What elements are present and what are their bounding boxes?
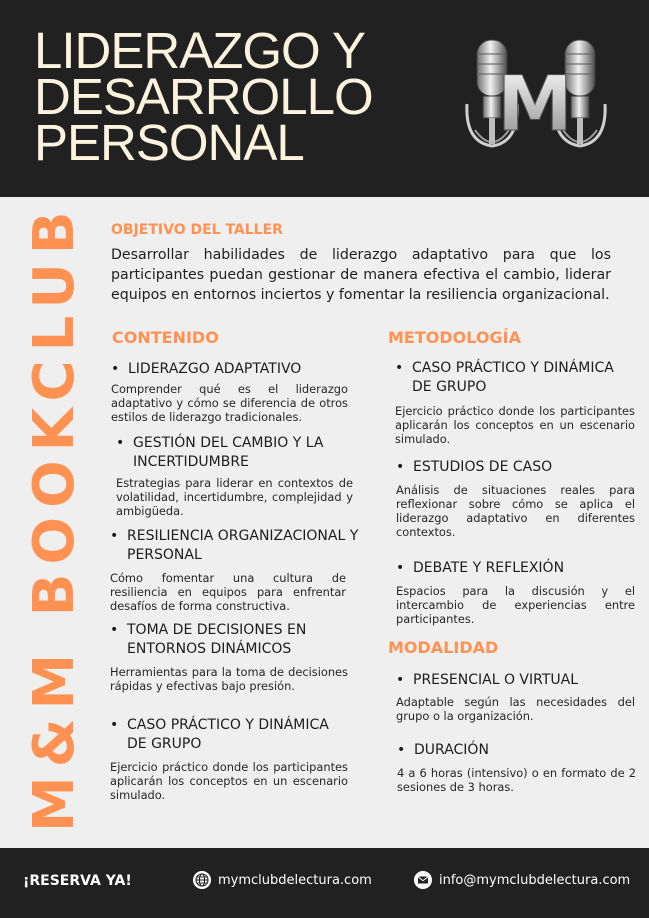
modality-item-desc: Adaptable según las necesidades del grupo o la organización.	[396, 695, 635, 723]
content-item-desc: Estrategias para liderar en contextos de volatilidad, incertidumbre, complejidad y ambigüeda.	[116, 476, 353, 518]
methodology-item-title: • DEBATE Y REFLEXIÓN	[396, 559, 635, 578]
microphones-logo	[455, 34, 615, 164]
modality-item	[396, 671, 635, 723]
content-item-desc: Herramientas para la toma de decisiones rápidas y efectivas bajo presión.	[110, 665, 348, 693]
content-item-desc: Comprender qué es el liderazgo adaptativo y cómo se diferencia de otros estilos de liderazgo tradicionales.	[111, 382, 348, 424]
content-item-desc: Ejercicio práctico donde los participantes aplicarán los conceptos en un escenario simulado.	[110, 760, 348, 802]
header-banner	[0, 0, 649, 197]
website-link[interactable]: mymclubdelectura.com	[218, 873, 372, 888]
reserve-cta[interactable]: ¡RESERVA YA!	[23, 873, 132, 889]
title-line-1: LIDERAZGO Y	[34, 22, 365, 79]
email-link[interactable]: info@mymclubdelectura.com	[439, 873, 631, 888]
content-item	[110, 621, 348, 693]
methodology-heading: METODOLOGÍA	[388, 328, 521, 347]
content-item	[116, 434, 353, 518]
modality-item	[397, 741, 636, 794]
title-line-3: PERSONAL	[34, 114, 304, 171]
title-line-2: DESARROLLO	[34, 68, 373, 125]
footer-bar	[0, 848, 649, 918]
logo-letter: M	[497, 59, 573, 148]
page-title	[34, 22, 373, 171]
methodology-item-desc: Ejercicio práctico donde los participantes aplicarán los conceptos en un escenario simulado.	[395, 404, 635, 446]
globe-icon	[193, 871, 211, 889]
content-item	[110, 527, 363, 613]
methodology-item	[396, 458, 635, 539]
content-item-title: • GESTIÓN DEL CAMBIO Y LA INCERTIDUMBRE	[116, 434, 353, 472]
methodology-item-desc: Espacios para la discusión y el intercambio de experiencias entre participantes.	[396, 584, 635, 626]
content-item	[110, 716, 348, 802]
content-item-title: • TOMA DE DECISIONES EN ENTORNOS DINÁMICOS	[110, 621, 348, 659]
mail-icon	[414, 871, 432, 889]
objective-heading: OBJETIVO DEL TALLER	[111, 222, 283, 238]
content-item-desc: Cómo fomentar una cultura de resiliencia en equipos para enfrentar desafíos de forma constructiva.	[110, 571, 346, 613]
content-heading: CONTENIDO	[112, 328, 219, 347]
modality-item-desc: 4 a 6 horas (intensivo) o en formato de 2 sesiones de 3 horas.	[397, 766, 636, 794]
methodology-item	[395, 359, 635, 446]
methodology-item-title: • ESTUDIOS DE CASO	[396, 458, 635, 477]
methodology-item	[396, 559, 635, 626]
modality-item-title: • DURACIÓN	[397, 741, 636, 760]
modality-heading: MODALIDAD	[388, 638, 499, 657]
modality-item-title: • PRESENCIAL O VIRTUAL	[396, 671, 635, 690]
vertical-brand: M&M BOOKCLUB	[22, 202, 87, 832]
methodology-item-desc: Análisis de situaciones reales para reflexionar sobre cómo se aplica el liderazgo adaptativo en diferentes contextos.	[396, 483, 635, 539]
methodology-item-title: • CASO PRÁCTICO Y DINÁMICA DE GRUPO	[395, 359, 635, 397]
content-item-title: • CASO PRÁCTICO Y DINÁMICA DE GRUPO	[110, 716, 348, 754]
content-item	[111, 360, 348, 424]
content-item-title: • RESILIENCIA ORGANIZACIONAL Y PERSONAL	[110, 527, 363, 565]
content-item-title: • LIDERAZGO ADAPTATIVO	[111, 360, 348, 379]
objective-text: Desarrollar habilidades de liderazgo adaptativo para que los participantes puedan gestionar de manera efectiva el cambio, liderar equipos en entornos inciertos y fomentar la resiliencia organizacional.	[111, 247, 611, 303]
